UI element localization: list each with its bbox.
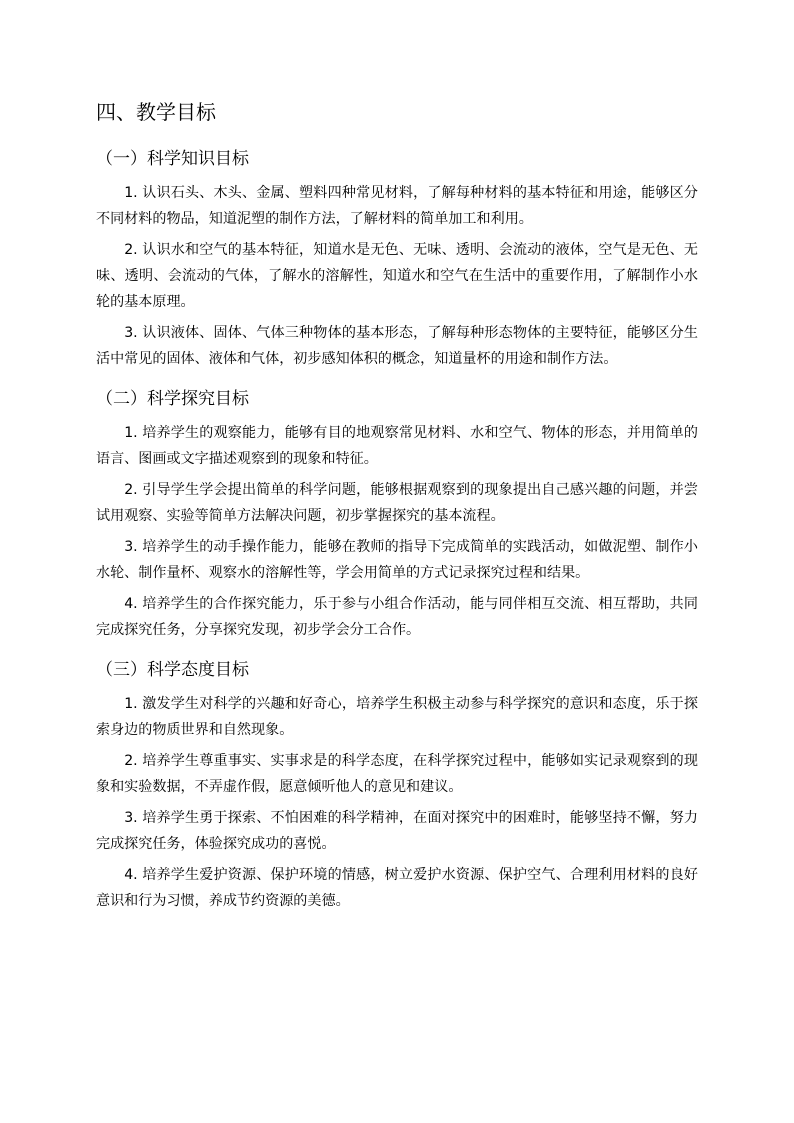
paragraph: 3. 认识液体、固体、气体三种物体的基本形态，了解每种形态物体的主要特征，能够区分生活中常见的固体、液体和气体，初步感知体积的概念，知道量杯的用途和制作方法。 <box>96 325 698 367</box>
page-title: 四、教学目标 <box>96 100 216 124</box>
section-attitude-goals <box>96 657 698 914</box>
section-knowledge-goals <box>96 146 698 372</box>
paragraph: 2. 引导学生学会提出简单的科学问题，能够根据观察到的现象提出自己感兴趣的问题，并尝试用观察、实验等简单方法解决问题，初步掌握探究的基本流程。 <box>96 482 698 524</box>
paragraph: 3. 培养学生的动手操作能力，能够在教师的指导下完成简单的实践活动，如做泥塑、制作小水轮、制作量杯、观察水的溶解性等，学会用简单的方式记录探究过程和结果。 <box>96 539 698 581</box>
paragraph: 2. 培养学生尊重事实、实事求是的科学态度，在科学探究过程中，能够如实记录观察到的现象和实验数据，不弄虚作假，愿意倾听他人的意见和建议。 <box>96 753 698 795</box>
paragraph: 4. 培养学生爱护资源、保护环境的情感，树立爱护水资源、保护空气、合理利用材料的良好意识和行为习惯，养成节约资源的美德。 <box>96 867 698 909</box>
paragraph: 1. 认识石头、木头、金属、塑料四种常见材料，了解每种材料的基本特征和用途，能够区分不同材料的物品，知道泥塑的制作方法，了解材料的简单加工和利用。 <box>96 185 698 227</box>
section-heading: （一）科学知识目标 <box>96 149 249 169</box>
section-heading: （二）科学探究目标 <box>96 389 249 409</box>
section-inquiry-goals <box>96 386 698 643</box>
paragraph: 3. 培养学生勇于探索、不怕困难的科学精神，在面对探究中的困难时，能够坚持不懈，努力完成探究任务，体验探究成功的喜悦。 <box>96 810 698 852</box>
paragraph: 2. 认识水和空气的基本特征，知道水是无色、无味、透明、会流动的液体，空气是无色、无味、透明、会流动的气体，了解水的溶解性，知道水和空气在生活中的重要作用，了解制作小水轮的基本原理。 <box>96 242 698 310</box>
paragraph: 4. 培养学生的合作探究能力，乐于参与小组合作活动，能与同伴相互交流、相互帮助，共同完成探究任务，分享探究发现，初步学会分工合作。 <box>96 596 698 638</box>
paragraph: 1. 培养学生的观察能力，能够有目的地观察常见材料、水和空气、物体的形态，并用简单的语言、图画或文字描述观察到的现象和特征。 <box>96 425 698 467</box>
paragraph: 1. 激发学生对科学的兴趣和好奇心，培养学生积极主动参与科学探究的意识和态度，乐于探索身边的物质世界和自然现象。 <box>96 696 698 738</box>
section-heading: （三）科学态度目标 <box>96 660 249 680</box>
